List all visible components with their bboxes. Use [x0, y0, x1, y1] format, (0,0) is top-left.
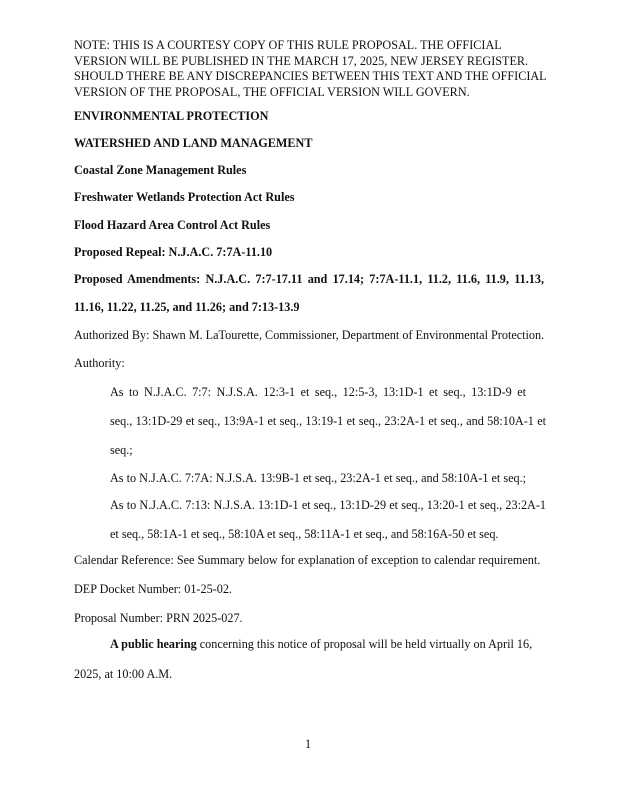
docket-number: DEP Docket Number: 01-25-02. — [74, 582, 232, 596]
proposed-amendments-line-1: Proposed Amendments: N.J.A.C. 7:7-17.11 and 17.14; 7:7A-11.1, 11.2, 11.6, 11.9, 11.13, — [74, 272, 544, 286]
authority-label: Authority: — [74, 356, 125, 370]
courtesy-copy-note: NOTE: THIS IS A COURTESY COPY OF THIS RULE PROPOSAL. THE OFFICIAL VERSION WILL BE PUBLISHED IN THE MARCH 17, 2025, NEW JERSEY REGISTER. SHOULD THERE BE ANY DISCREPANCIES BETWEEN THIS TEXT AND THE OFFICIAL VERSION OF THE PROPOSAL, THE OFFICIAL VERSION WILL GOVERN. — [74, 38, 547, 99]
rule-heading-wetlands: Freshwater Wetlands Protection Act Rules — [74, 190, 295, 204]
authority-item-1-line-2: seq., 13:1D-29 et seq., 13:9A-1 et seq., 13:19-1 et seq., 23:2A-1 et seq., and 58:10A-1 et — [110, 414, 546, 428]
authority-item-3-line-2: et seq., 58:1A-1 et seq., 58:10A et seq., 58:11A-1 et seq., and 58:16A-50 et seq. — [110, 527, 499, 541]
division-heading: WATERSHED AND LAND MANAGEMENT — [74, 136, 313, 150]
proposed-amendments-line-2: 11.16, 11.22, 11.25, and 11.26; and 7:13-13.9 — [74, 300, 300, 314]
rule-heading-flood: Flood Hazard Area Control Act Rules — [74, 218, 271, 232]
public-hearing-text: concerning this notice of proposal will be held virtually on April 16, — [196, 637, 533, 651]
authority-item-1-line-3: seq.; — [110, 443, 133, 457]
public-hearing-line-1 — [110, 637, 546, 652]
page-number: 1 — [305, 737, 312, 751]
authority-item-2-line-1: As to N.J.A.C. 7:7A: N.J.S.A. 13:9B-1 et seq., 23:2A-1 et seq., and 58:10A-1 et seq.; — [110, 471, 527, 485]
calendar-reference: Calendar Reference: See Summary below for explanation of exception to calendar requirement. — [74, 553, 541, 567]
authority-item-1-line-1: As to N.J.A.C. 7:7: N.J.S.A. 12:3-1 et seq., 12:5-3, 13:1D-1 et seq., 13:1D-9 et — [110, 385, 526, 399]
proposal-number: Proposal Number: PRN 2025-027. — [74, 611, 243, 625]
rule-heading-coastal: Coastal Zone Management Rules — [74, 163, 247, 177]
agency-heading: ENVIRONMENTAL PROTECTION — [74, 109, 269, 123]
public-hearing-bold: A public hearing — [110, 637, 197, 651]
authorized-by: Authorized By: Shawn M. LaTourette, Commissioner, Department of Environmental Protection. — [74, 328, 545, 342]
public-hearing-line-2: 2025, at 10:00 A.M. — [74, 667, 173, 681]
proposed-repeal: Proposed Repeal: N.J.A.C. 7:7A-11.10 — [74, 245, 273, 259]
authority-item-3-line-1: As to N.J.A.C. 7:13: N.J.S.A. 13:1D-1 et seq., 13:1D-29 et seq., 13:20-1 et seq., 23:2A-1 — [110, 498, 546, 512]
